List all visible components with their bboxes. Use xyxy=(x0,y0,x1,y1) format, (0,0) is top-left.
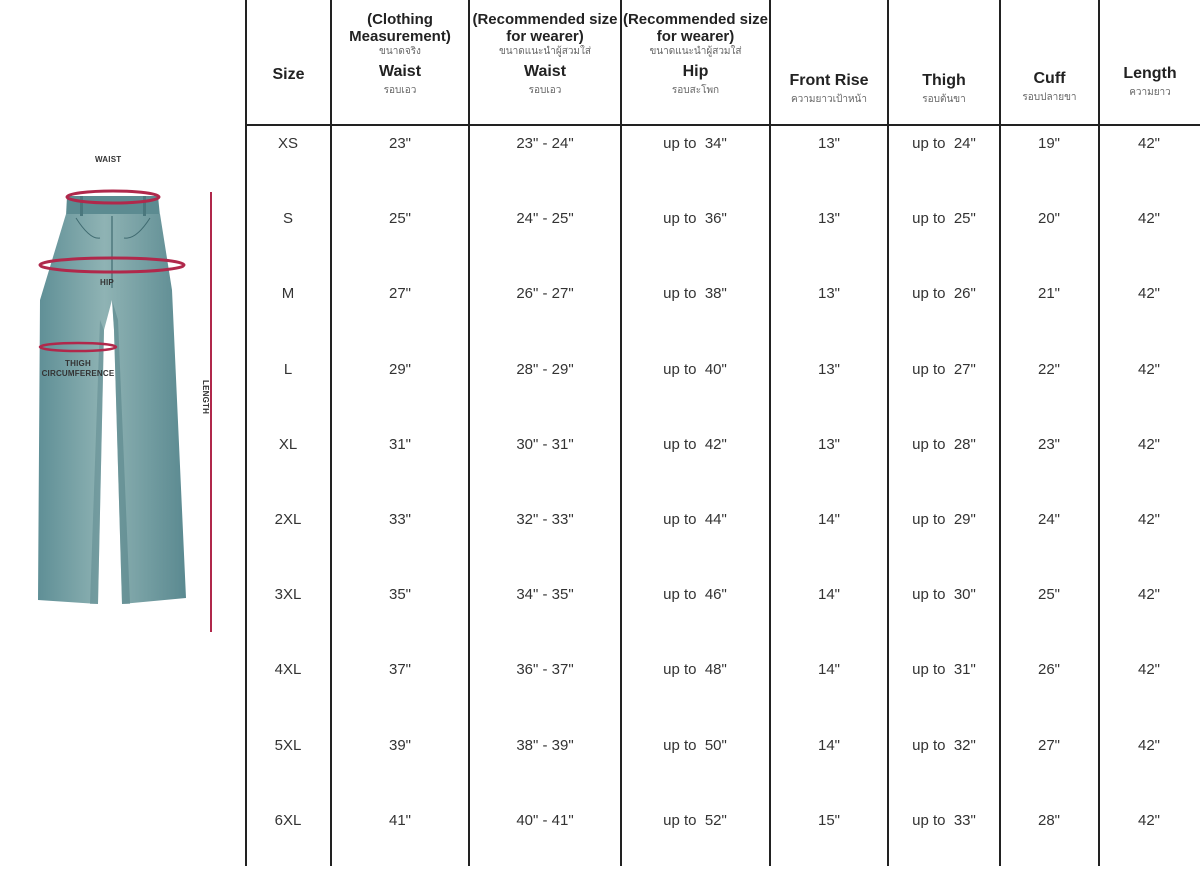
header-clothing-waist xyxy=(332,0,468,124)
table-cell: up to 40" xyxy=(663,360,727,378)
table-cell: 36" - 37" xyxy=(516,661,574,679)
table-cell: 35" xyxy=(388,586,411,604)
table-cell: 40" - 41" xyxy=(516,811,574,829)
table-cell: 24" - 25" xyxy=(516,210,574,228)
table-cell: up to 38" xyxy=(663,285,727,303)
table-cell: 30" - 31" xyxy=(516,435,574,453)
header-title: Thigh xyxy=(922,72,966,89)
header-note: (Clothing Measurement) xyxy=(349,11,451,45)
hip-label: HIP xyxy=(100,278,114,287)
table-cell: 23" xyxy=(388,135,411,152)
table-cell: 13" xyxy=(817,435,840,453)
table-cell: up to 25" xyxy=(912,210,976,228)
header-thai-title: ความยาวเป้าหน้า xyxy=(790,94,868,105)
table-cell: 42" xyxy=(1137,511,1160,528)
table-cell: 42" xyxy=(1137,360,1160,378)
header-title: Length xyxy=(1123,65,1177,82)
jeans-diagram xyxy=(0,0,245,885)
header-title: Waist xyxy=(523,63,567,80)
table-cell: 13" xyxy=(817,360,840,378)
table-cell: up to 27" xyxy=(912,360,976,378)
header-thai-title: รอบปลายขา xyxy=(1022,92,1077,103)
table-cell: 19" xyxy=(1037,135,1060,152)
table-cell: up to 46" xyxy=(663,586,727,604)
header-thai-title: ความยาว xyxy=(1129,87,1171,98)
table-cell: 42" xyxy=(1137,285,1160,303)
table-cell: 41" xyxy=(388,811,411,829)
size-header: Size xyxy=(272,66,305,83)
length-label: LENGTH xyxy=(201,380,210,415)
header-thai-note: ขนาดจริง xyxy=(379,46,421,57)
table-cell: 28" xyxy=(1037,811,1060,829)
size-cell: M xyxy=(281,285,295,303)
thigh-label: THIGH CIRCUMFERENCE xyxy=(41,359,115,378)
table-cell: 42" xyxy=(1137,586,1160,604)
table-cell: 25" xyxy=(388,210,411,228)
table-cell: 29" xyxy=(388,360,411,378)
table-cell: 28" - 29" xyxy=(516,360,574,378)
table-cell: 26" - 27" xyxy=(516,285,574,303)
header-thigh xyxy=(889,0,999,124)
table-cell: 33" xyxy=(388,511,411,528)
table-cell: up to 34" xyxy=(663,135,727,152)
table-cell: up to 52" xyxy=(663,811,727,829)
table-cell: up to 44" xyxy=(663,511,727,528)
table-cell: up to 50" xyxy=(663,736,727,754)
table-cell: 14" xyxy=(817,511,840,528)
table-cell: 34" - 35" xyxy=(516,586,574,604)
table-cell: 20" xyxy=(1037,210,1060,228)
size-cell: XL xyxy=(278,435,298,453)
size-cell: S xyxy=(282,210,293,228)
header-recommended-hip xyxy=(622,0,769,124)
table-cell: 23" xyxy=(1037,435,1060,453)
table-cell: 42" xyxy=(1137,736,1160,754)
table-cell: 25" xyxy=(1037,586,1060,604)
table-cell: 15" xyxy=(817,811,840,829)
table-cell: 31" xyxy=(388,435,411,453)
header-thai-title: รอบต้นขา xyxy=(922,94,966,105)
table-cell: 42" xyxy=(1137,811,1160,829)
header-thai-title: รอบสะโพก xyxy=(671,85,720,96)
table-cell: up to 31" xyxy=(912,661,976,679)
table-cell: 42" xyxy=(1137,661,1160,679)
size-cell: 2XL xyxy=(274,511,302,528)
header-title: Front Rise xyxy=(789,72,869,89)
header-title: Hip xyxy=(682,63,709,80)
table-cell: 13" xyxy=(817,210,840,228)
size-cell: 5XL xyxy=(274,736,302,754)
size-cell: 6XL xyxy=(274,811,302,829)
size-cell: XS xyxy=(277,135,298,152)
size-header-cell xyxy=(247,0,330,124)
table-cell: 13" xyxy=(817,285,840,303)
table-cell: 14" xyxy=(817,661,840,679)
table-cell: 14" xyxy=(817,586,840,604)
table-cell: 24" xyxy=(1037,511,1060,528)
header-recommended-waist xyxy=(470,0,620,124)
table-cell: 38" - 39" xyxy=(516,736,574,754)
table-cell: up to 33" xyxy=(912,811,976,829)
table-cell: 21" xyxy=(1037,285,1060,303)
table-cell: up to 48" xyxy=(663,661,727,679)
table-cell: 37" xyxy=(388,661,411,679)
table-cell: up to 29" xyxy=(912,511,976,528)
table-cell: 42" xyxy=(1137,435,1160,453)
header-front-rise xyxy=(771,0,887,124)
table-cell: 42" xyxy=(1137,210,1160,228)
table-cell: 42" xyxy=(1137,135,1160,152)
size-cell: L xyxy=(283,360,293,378)
jeans-illustration xyxy=(0,0,245,885)
header-thai-note: ขนาดแนะนำผู้สวมใส่ xyxy=(649,46,742,57)
header-cuff xyxy=(1001,0,1098,124)
table-cell: 32" - 33" xyxy=(516,511,574,528)
table-cell: 13" xyxy=(817,135,840,152)
header-note: (Recommended size for wearer) xyxy=(472,11,618,45)
table-cell: 22" xyxy=(1037,360,1060,378)
header-thai-title: รอบเอว xyxy=(528,85,562,96)
table-cell: up to 36" xyxy=(663,210,727,228)
header-note: (Recommended size for wearer) xyxy=(622,11,769,45)
table-cell: 14" xyxy=(817,736,840,754)
table-cell: 27" xyxy=(1037,736,1060,754)
table-cell: 27" xyxy=(388,285,411,303)
waist-label: WAIST xyxy=(95,155,122,164)
table-cell: up to 24" xyxy=(912,135,976,152)
header-divider xyxy=(245,124,1200,126)
table-cell: up to 28" xyxy=(912,435,976,453)
table-cell: up to 26" xyxy=(912,285,976,303)
size-cell: 3XL xyxy=(274,586,302,604)
header-title: Waist xyxy=(378,63,422,80)
header-title: Cuff xyxy=(1033,70,1066,87)
table-cell: 39" xyxy=(388,736,411,754)
table-cell: 26" xyxy=(1037,661,1060,679)
header-thai-title: รอบเอว xyxy=(383,85,417,96)
table-cell: up to 32" xyxy=(912,736,976,754)
table-cell: up to 42" xyxy=(663,435,727,453)
table-cell: 23" - 24" xyxy=(516,135,574,152)
table-cell: up to 30" xyxy=(912,586,976,604)
header-length xyxy=(1100,0,1200,124)
header-thai-note: ขนาดแนะนำผู้สวมใส่ xyxy=(498,46,592,57)
size-cell: 4XL xyxy=(274,661,302,679)
